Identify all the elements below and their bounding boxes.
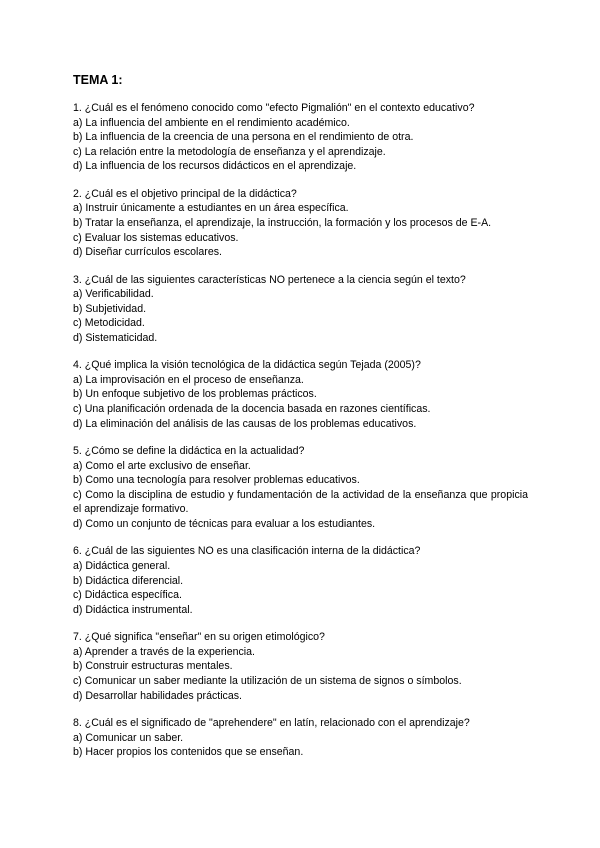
answer-option: a) La improvisación en el proceso de enseñanza. — [73, 373, 304, 386]
answer-option: c) Como la disciplina de estudio y fundamentación de la actividad de la enseñanza que propicia el aprendizaje formativo. — [73, 488, 528, 516]
question-text: 7. ¿Qué significa "enseñar" en su origen etimológico? — [73, 631, 325, 644]
answer-option: d) Como un conjunto de técnicas para evaluar a los estudiantes. — [73, 518, 376, 531]
answer-option: a) Instruir únicamente a estudiantes en un área específica. — [73, 202, 349, 215]
answer-option: c) Didáctica específica. — [73, 589, 182, 602]
question-text: 2. ¿Cuál es el objetivo principal de la didáctica? — [73, 187, 297, 200]
answer-option: d) Diseñar currículos escolares. — [73, 246, 222, 259]
answer-option: c) Evaluar los sistemas educativos. — [73, 231, 239, 244]
question-6 — [73, 544, 528, 617]
answer-option: c) Comunicar un saber mediante la utilización de un sistema de signos o símbolos. — [73, 674, 462, 687]
answer-option: a) La influencia del ambiente en el rendimiento académico. — [73, 116, 350, 129]
document-title: TEMA 1: — [73, 73, 123, 87]
question-text: 1. ¿Cuál es el fenómeno conocido como "efecto Pigmalión" en el contexto educativo? — [73, 102, 475, 114]
answer-option: c) Metodicidad. — [73, 317, 145, 330]
answer-option: a) Comunicar un saber. — [73, 731, 184, 744]
question-text: 5. ¿Cómo se define la didáctica en la actualidad? — [73, 445, 305, 458]
answer-option: b) Hacer propios los contenidos que se enseñan. — [73, 746, 304, 759]
answer-option: b) Un enfoque subjetivo de los problemas prácticos. — [73, 388, 317, 401]
answer-option: a) Como el arte exclusivo de enseñar. — [73, 459, 251, 472]
document-page — [73, 72, 528, 773]
question-5 — [73, 444, 528, 532]
question-1 — [73, 101, 528, 174]
question-4 — [73, 358, 528, 431]
question-2 — [73, 187, 528, 260]
answer-option: d) Didáctica instrumental. — [73, 603, 193, 616]
answer-option: b) Construir estructuras mentales. — [73, 660, 233, 673]
answer-option: c) Una planificación ordenada de la docencia basada en razones científicas. — [73, 403, 431, 416]
answer-option: b) Tratar la enseñanza, el aprendizaje, la instrucción, la formación y los procesos de E-A. — [73, 216, 492, 229]
answer-option: a) Aprender a través de la experiencia. — [73, 645, 255, 658]
answer-option: a) Verificabilidad. — [73, 288, 154, 301]
answer-option: d) La eliminación del análisis de las causas de los problemas educativos. — [73, 417, 417, 430]
answer-option: d) La influencia de los recursos didácticos en el aprendizaje. — [73, 160, 357, 173]
question-text: 4. ¿Qué implica la visión tecnológica de la didáctica según Tejada (2005)? — [73, 359, 421, 372]
answer-option: b) La influencia de la creencia de una persona en el rendimiento de otra. — [73, 131, 414, 144]
answer-option: b) Como una tecnología para resolver problemas educativos. — [73, 474, 360, 487]
answer-option: a) Didáctica general. — [73, 560, 171, 573]
answer-option: b) Didáctica diferencial. — [73, 574, 184, 587]
answer-option: d) Desarrollar habilidades prácticas. — [73, 689, 242, 702]
question-8 — [73, 716, 528, 760]
question-text: 6. ¿Cuál de las siguientes NO es una clasificación interna de la didáctica? — [73, 545, 421, 558]
answer-option: c) La relación entre la metodología de enseñanza y el aprendizaje. — [73, 145, 386, 158]
question-3 — [73, 273, 528, 346]
question-7 — [73, 630, 528, 703]
answer-option: b) Subjetividad. — [73, 302, 147, 315]
question-text: 3. ¿Cuál de las siguientes características NO pertenece a la ciencia según el texto? — [73, 273, 466, 286]
question-text: 8. ¿Cuál es el significado de "aprehendere" en latín, relacionado con el aprendizaje? — [73, 716, 470, 729]
answer-option: d) Sistematicidad. — [73, 331, 158, 344]
